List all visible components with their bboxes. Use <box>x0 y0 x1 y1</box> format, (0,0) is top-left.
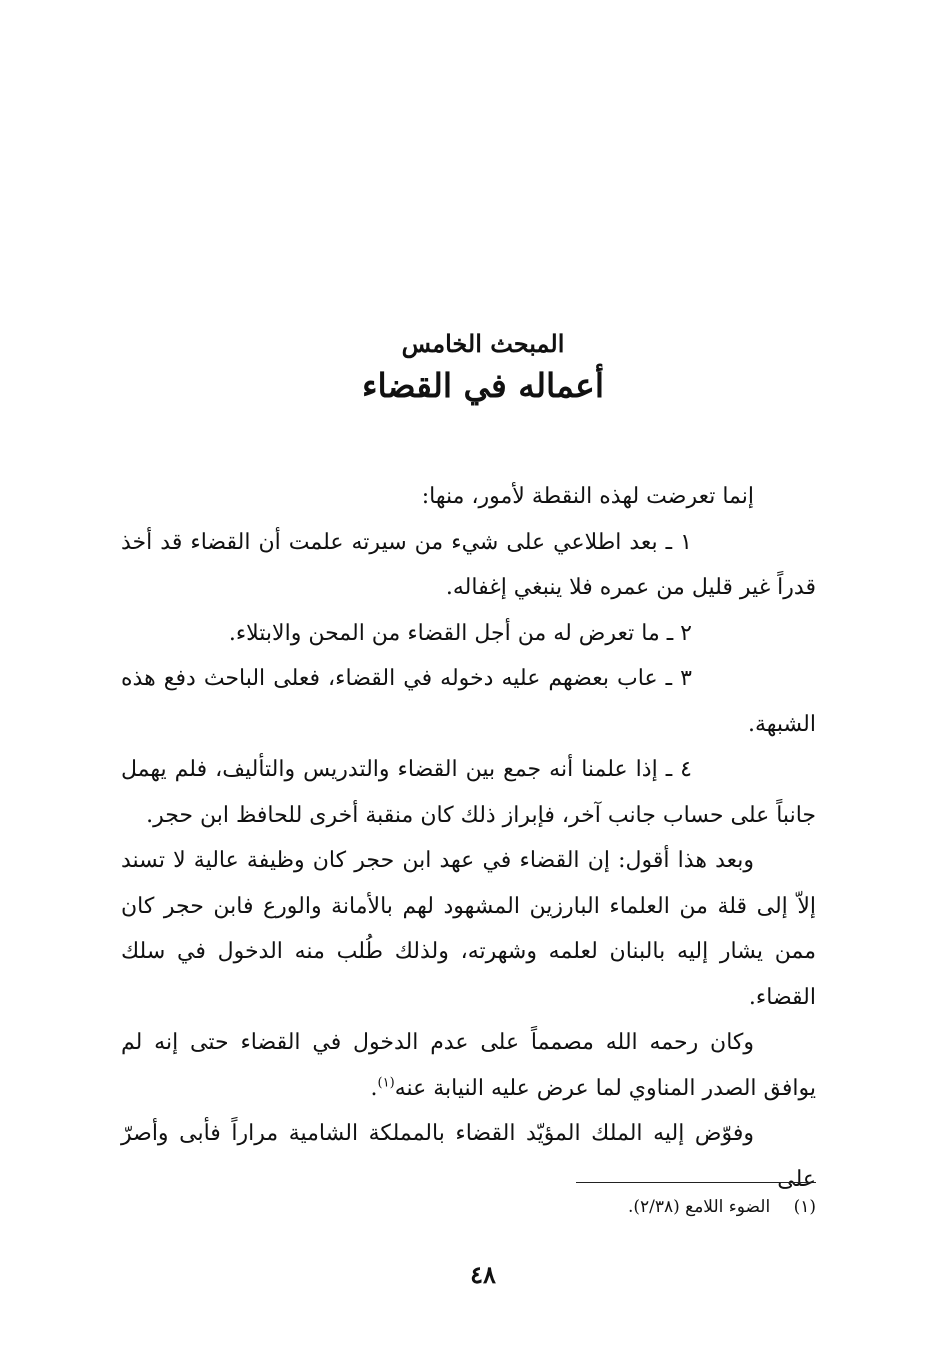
body-text <box>121 474 816 1202</box>
footnote-reference[interactable]: (١) <box>377 1075 395 1091</box>
list-item <box>121 520 816 611</box>
item-number: ٢ <box>680 620 692 646</box>
list-item <box>121 747 816 838</box>
intro-paragraph: إنما تعرضت لهذه النقطة لأمور، منها: <box>421 484 754 509</box>
page-number-text: ٤٨ <box>470 1260 496 1289</box>
item-text: ـ بعد اطلاعي على شيء من سيرته علمت أن القضاء قد أخذ قدراً غير قليل من عمره فلا ينبغي إغفاله. <box>121 529 816 600</box>
item-number: ٣ <box>680 666 692 691</box>
footnote <box>121 1192 816 1222</box>
section-label: المبحث الخامس <box>401 329 565 358</box>
body-paragraph: وبعد هذا أقول: إن القضاء في عهد ابن حجر كان وظيفة عالية لا تسند إلاّ إلى قلة من العلماء البارزين المشهود لهم بالأمانة والورع فابن حجر كان ممن يشار إليه بالبنان لعلمه وشهرته، ولذلك طُلب منه الدخول في سلك القضاء. <box>121 848 816 1010</box>
footnote-divider <box>576 1182 816 1183</box>
paragraph-tail: . <box>370 1075 378 1101</box>
item-number: ١ <box>680 529 692 555</box>
section-title: أعماله في القضاء <box>361 366 605 405</box>
heading-block <box>0 326 936 410</box>
item-text: ـ عاب بعضهم عليه دخوله في القضاء، فعلى الباحث دفع هذه الشبهة. <box>121 666 816 737</box>
page-number <box>0 1260 936 1289</box>
body-paragraph-with-note <box>121 1020 816 1111</box>
item-text: ـ ما تعرض له من أجل القضاء من المحن والابتلاء. <box>228 620 674 646</box>
paragraph-text: وكان رحمه الله مصمماً على عدم الدخول في القضاء حتى إنه لم يوافق الصدر المناوي لما عرض عليه النيابة عنه <box>121 1030 816 1101</box>
item-number: ٤ <box>680 757 692 782</box>
list-item <box>121 656 816 747</box>
list-item <box>121 611 816 657</box>
item-text: ـ إذا علمنا أنه جمع بين القضاء والتدريس والتأليف، فلم يهمل جانباً على حساب جانب آخر، فإبراز ذلك كان منقبة أخرى للحافظ ابن حجر. <box>121 757 816 828</box>
body-paragraph-last: وفوّض إليه الملك المؤيّد القضاء بالمملكة الشامية مراراً فأبى وأصرّ على <box>121 1121 816 1192</box>
footnote-text: الضوء اللامع (٢/٣٨). <box>627 1197 771 1217</box>
footnote-number: (١) <box>793 1197 816 1217</box>
